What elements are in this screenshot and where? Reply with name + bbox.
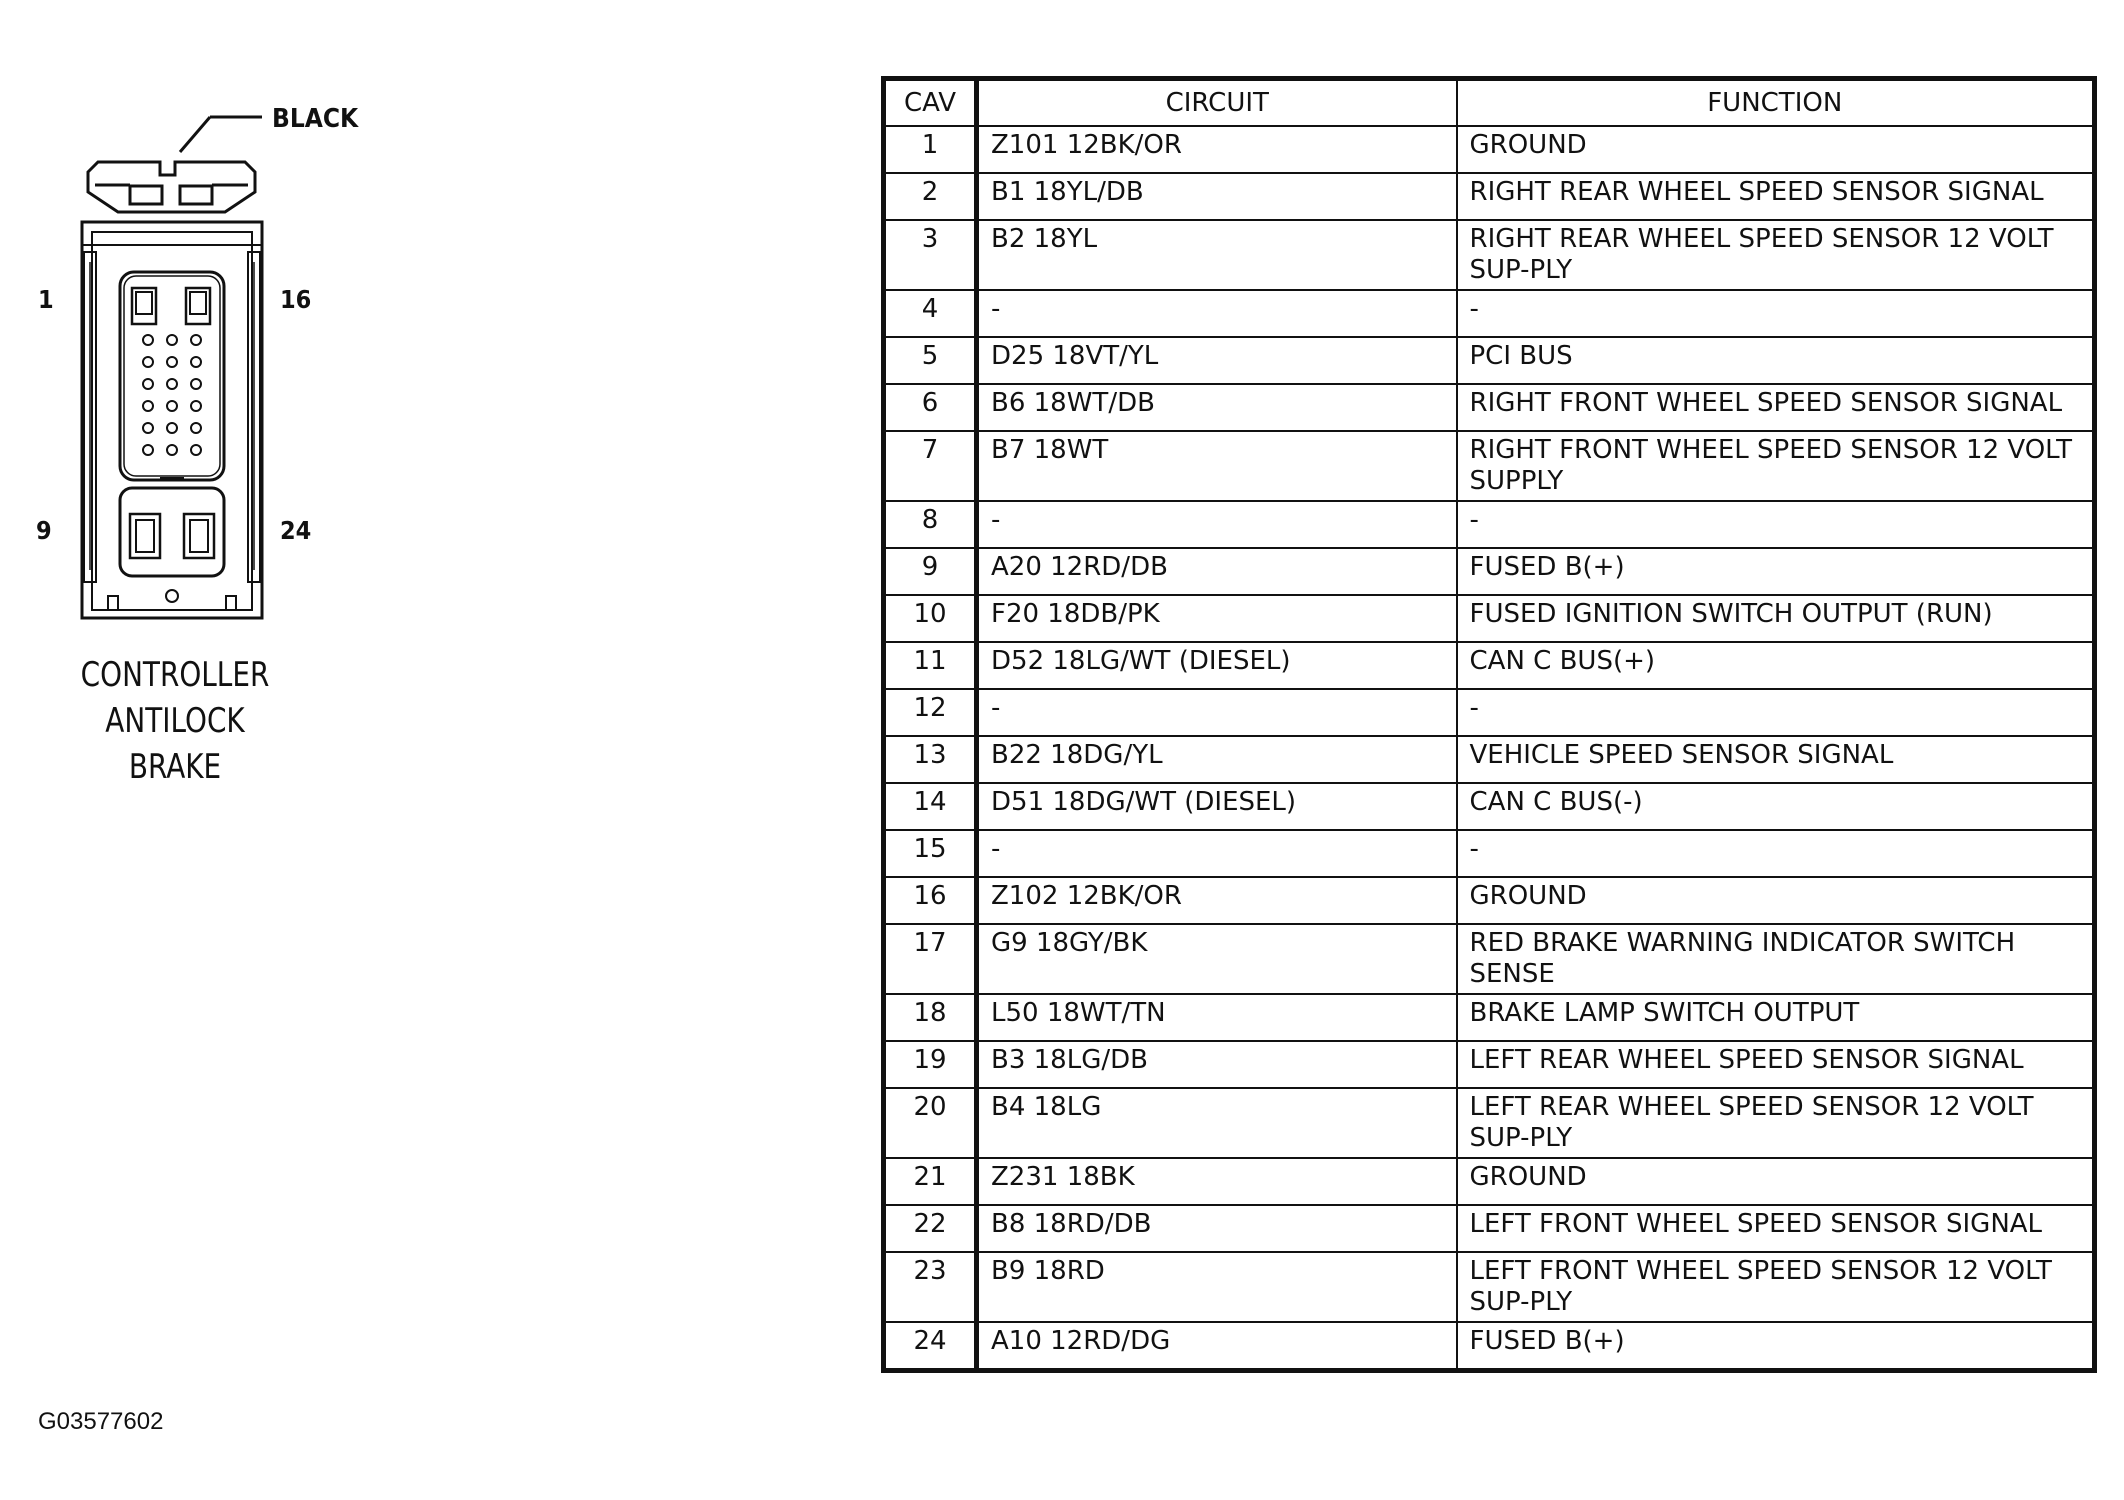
- cav-cell: 15: [884, 830, 977, 877]
- table-row: [884, 689, 2095, 736]
- table-row: [884, 173, 2095, 220]
- connector-latch: [88, 162, 255, 212]
- cav-cell: 19: [884, 1041, 977, 1088]
- pin-socket: [191, 401, 201, 411]
- circuit-cell: -: [977, 830, 1457, 877]
- circuit-cell: D52 18LG/WT (DIESEL): [977, 642, 1457, 689]
- pin-label-9: 9: [36, 516, 52, 545]
- function-cell: RED BRAKE WARNING INDICATOR SWITCH SENSE: [1457, 924, 2095, 994]
- circuit-cell: D25 18VT/YL: [977, 337, 1457, 384]
- pinout-table-body: [884, 126, 2095, 1371]
- circuit-cell: Z101 12BK/OR: [977, 126, 1457, 173]
- cav-cell: 16: [884, 877, 977, 924]
- table-row: [884, 384, 2095, 431]
- table-row: [884, 337, 2095, 384]
- cav-cell: 22: [884, 1205, 977, 1252]
- table-row: [884, 736, 2095, 783]
- function-cell: CAN C BUS(+): [1457, 642, 2095, 689]
- caption-line-3: BRAKE: [128, 747, 222, 787]
- cav-cell: 5: [884, 337, 977, 384]
- table-row: [884, 1041, 2095, 1088]
- table-row: [884, 1252, 2095, 1322]
- table-row: [884, 548, 2095, 595]
- cav-cell: 12: [884, 689, 977, 736]
- table-row: [884, 830, 2095, 877]
- cav-cell: 20: [884, 1088, 977, 1158]
- cav-cell: 2: [884, 173, 977, 220]
- pinout-table: [881, 76, 2097, 1373]
- pin-socket: [143, 379, 153, 389]
- pin-socket: [167, 445, 177, 455]
- cav-cell: 1: [884, 126, 977, 173]
- function-cell: PCI BUS: [1457, 337, 2095, 384]
- function-cell: RIGHT REAR WHEEL SPEED SENSOR 12 VOLT SUP-PLY: [1457, 220, 2095, 290]
- table-row: [884, 126, 2095, 173]
- connector-face-diagram: [0, 0, 420, 640]
- table-row: [884, 1088, 2095, 1158]
- table-row: [884, 1322, 2095, 1371]
- function-cell: RIGHT FRONT WHEEL SPEED SENSOR 12 VOLT SUPPLY: [1457, 431, 2095, 501]
- cav-cell: 24: [884, 1322, 977, 1371]
- cav-cell: 7: [884, 431, 977, 501]
- caption-line-2: ANTILOCK: [105, 701, 245, 741]
- cav-cell: 3: [884, 220, 977, 290]
- function-cell: -: [1457, 689, 2095, 736]
- pin-socket: [167, 357, 177, 367]
- circuit-cell: -: [977, 501, 1457, 548]
- function-cell: FUSED IGNITION SWITCH OUTPUT (RUN): [1457, 595, 2095, 642]
- circuit-cell: F20 18DB/PK: [977, 595, 1457, 642]
- function-cell: -: [1457, 501, 2095, 548]
- pin-socket: [191, 423, 201, 433]
- pin-label-1: 1: [38, 285, 54, 314]
- header-cav: CAV: [884, 79, 977, 127]
- cav-cell: 17: [884, 924, 977, 994]
- cav-cell: 4: [884, 290, 977, 337]
- circuit-cell: D51 18DG/WT (DIESEL): [977, 783, 1457, 830]
- table-row: [884, 595, 2095, 642]
- cav-cell: 23: [884, 1252, 977, 1322]
- pin-label-16: 16: [280, 285, 312, 314]
- table-row: [884, 1205, 2095, 1252]
- pin-label-24: 24: [280, 516, 312, 545]
- cav-cell: 8: [884, 501, 977, 548]
- pin-socket: [167, 401, 177, 411]
- function-cell: VEHICLE SPEED SENSOR SIGNAL: [1457, 736, 2095, 783]
- circuit-cell: G9 18GY/BK: [977, 924, 1457, 994]
- circuit-cell: B6 18WT/DB: [977, 384, 1457, 431]
- cav-cell: 9: [884, 548, 977, 595]
- circuit-cell: B2 18YL: [977, 220, 1457, 290]
- circuit-cell: B22 18DG/YL: [977, 736, 1457, 783]
- table-row: [884, 783, 2095, 830]
- circuit-cell: B4 18LG: [977, 1088, 1457, 1158]
- function-cell: LEFT FRONT WHEEL SPEED SENSOR 12 VOLT SUP-PLY: [1457, 1252, 2095, 1322]
- circuit-cell: A20 12RD/DB: [977, 548, 1457, 595]
- function-cell: GROUND: [1457, 1158, 2095, 1205]
- pin-socket: [143, 423, 153, 433]
- cav-cell: 13: [884, 736, 977, 783]
- circuit-cell: L50 18WT/TN: [977, 994, 1457, 1041]
- circuit-cell: B8 18RD/DB: [977, 1205, 1457, 1252]
- circuit-cell: -: [977, 290, 1457, 337]
- cav-cell: 18: [884, 994, 977, 1041]
- circuit-cell: B1 18YL/DB: [977, 173, 1457, 220]
- table-row: [884, 1158, 2095, 1205]
- pin-socket: [191, 357, 201, 367]
- pin-socket: [191, 445, 201, 455]
- circuit-cell: B3 18LG/DB: [977, 1041, 1457, 1088]
- function-cell: CAN C BUS(-): [1457, 783, 2095, 830]
- header-circuit: CIRCUIT: [977, 79, 1457, 127]
- pin-socket: [143, 335, 153, 345]
- connector-caption: [77, 652, 274, 790]
- cav-cell: 10: [884, 595, 977, 642]
- caption-line-1: CONTROLLER: [80, 655, 270, 695]
- connector-body: [82, 222, 262, 618]
- pin-socket: [143, 445, 153, 455]
- function-cell: -: [1457, 830, 2095, 877]
- table-row: [884, 501, 2095, 548]
- function-cell: LEFT REAR WHEEL SPEED SENSOR 12 VOLT SUP-PLY: [1457, 1088, 2095, 1158]
- function-cell: FUSED B(+): [1457, 1322, 2095, 1371]
- cav-cell: 21: [884, 1158, 977, 1205]
- cav-cell: 14: [884, 783, 977, 830]
- pin-socket: [191, 335, 201, 345]
- pin-socket: [143, 357, 153, 367]
- pin-socket: [191, 379, 201, 389]
- function-cell: LEFT FRONT WHEEL SPEED SENSOR SIGNAL: [1457, 1205, 2095, 1252]
- function-cell: BRAKE LAMP SWITCH OUTPUT: [1457, 994, 2095, 1041]
- connector-color-label: BLACK: [272, 104, 359, 134]
- table-row: [884, 290, 2095, 337]
- circuit-cell: B7 18WT: [977, 431, 1457, 501]
- circuit-cell: Z231 18BK: [977, 1158, 1457, 1205]
- function-cell: GROUND: [1457, 877, 2095, 924]
- circuit-cell: Z102 12BK/OR: [977, 877, 1457, 924]
- pin-socket: [143, 401, 153, 411]
- header-function: FUNCTION: [1457, 79, 2095, 127]
- function-cell: -: [1457, 290, 2095, 337]
- function-cell: RIGHT FRONT WHEEL SPEED SENSOR SIGNAL: [1457, 384, 2095, 431]
- table-row: [884, 220, 2095, 290]
- figure-id: G03577602: [38, 1408, 164, 1435]
- pin-socket: [167, 379, 177, 389]
- table-header-row: [884, 79, 2095, 127]
- function-cell: GROUND: [1457, 126, 2095, 173]
- cav-cell: 11: [884, 642, 977, 689]
- function-cell: FUSED B(+): [1457, 548, 2095, 595]
- table-row: [884, 877, 2095, 924]
- pin-socket: [167, 335, 177, 345]
- cav-cell: 6: [884, 384, 977, 431]
- table-row: [884, 431, 2095, 501]
- pin-socket: [167, 423, 177, 433]
- circuit-cell: A10 12RD/DG: [977, 1322, 1457, 1371]
- function-cell: LEFT REAR WHEEL SPEED SENSOR SIGNAL: [1457, 1041, 2095, 1088]
- circuit-cell: B9 18RD: [977, 1252, 1457, 1322]
- circuit-cell: -: [977, 689, 1457, 736]
- table-row: [884, 642, 2095, 689]
- function-cell: RIGHT REAR WHEEL SPEED SENSOR SIGNAL: [1457, 173, 2095, 220]
- table-row: [884, 924, 2095, 994]
- table-row: [884, 994, 2095, 1041]
